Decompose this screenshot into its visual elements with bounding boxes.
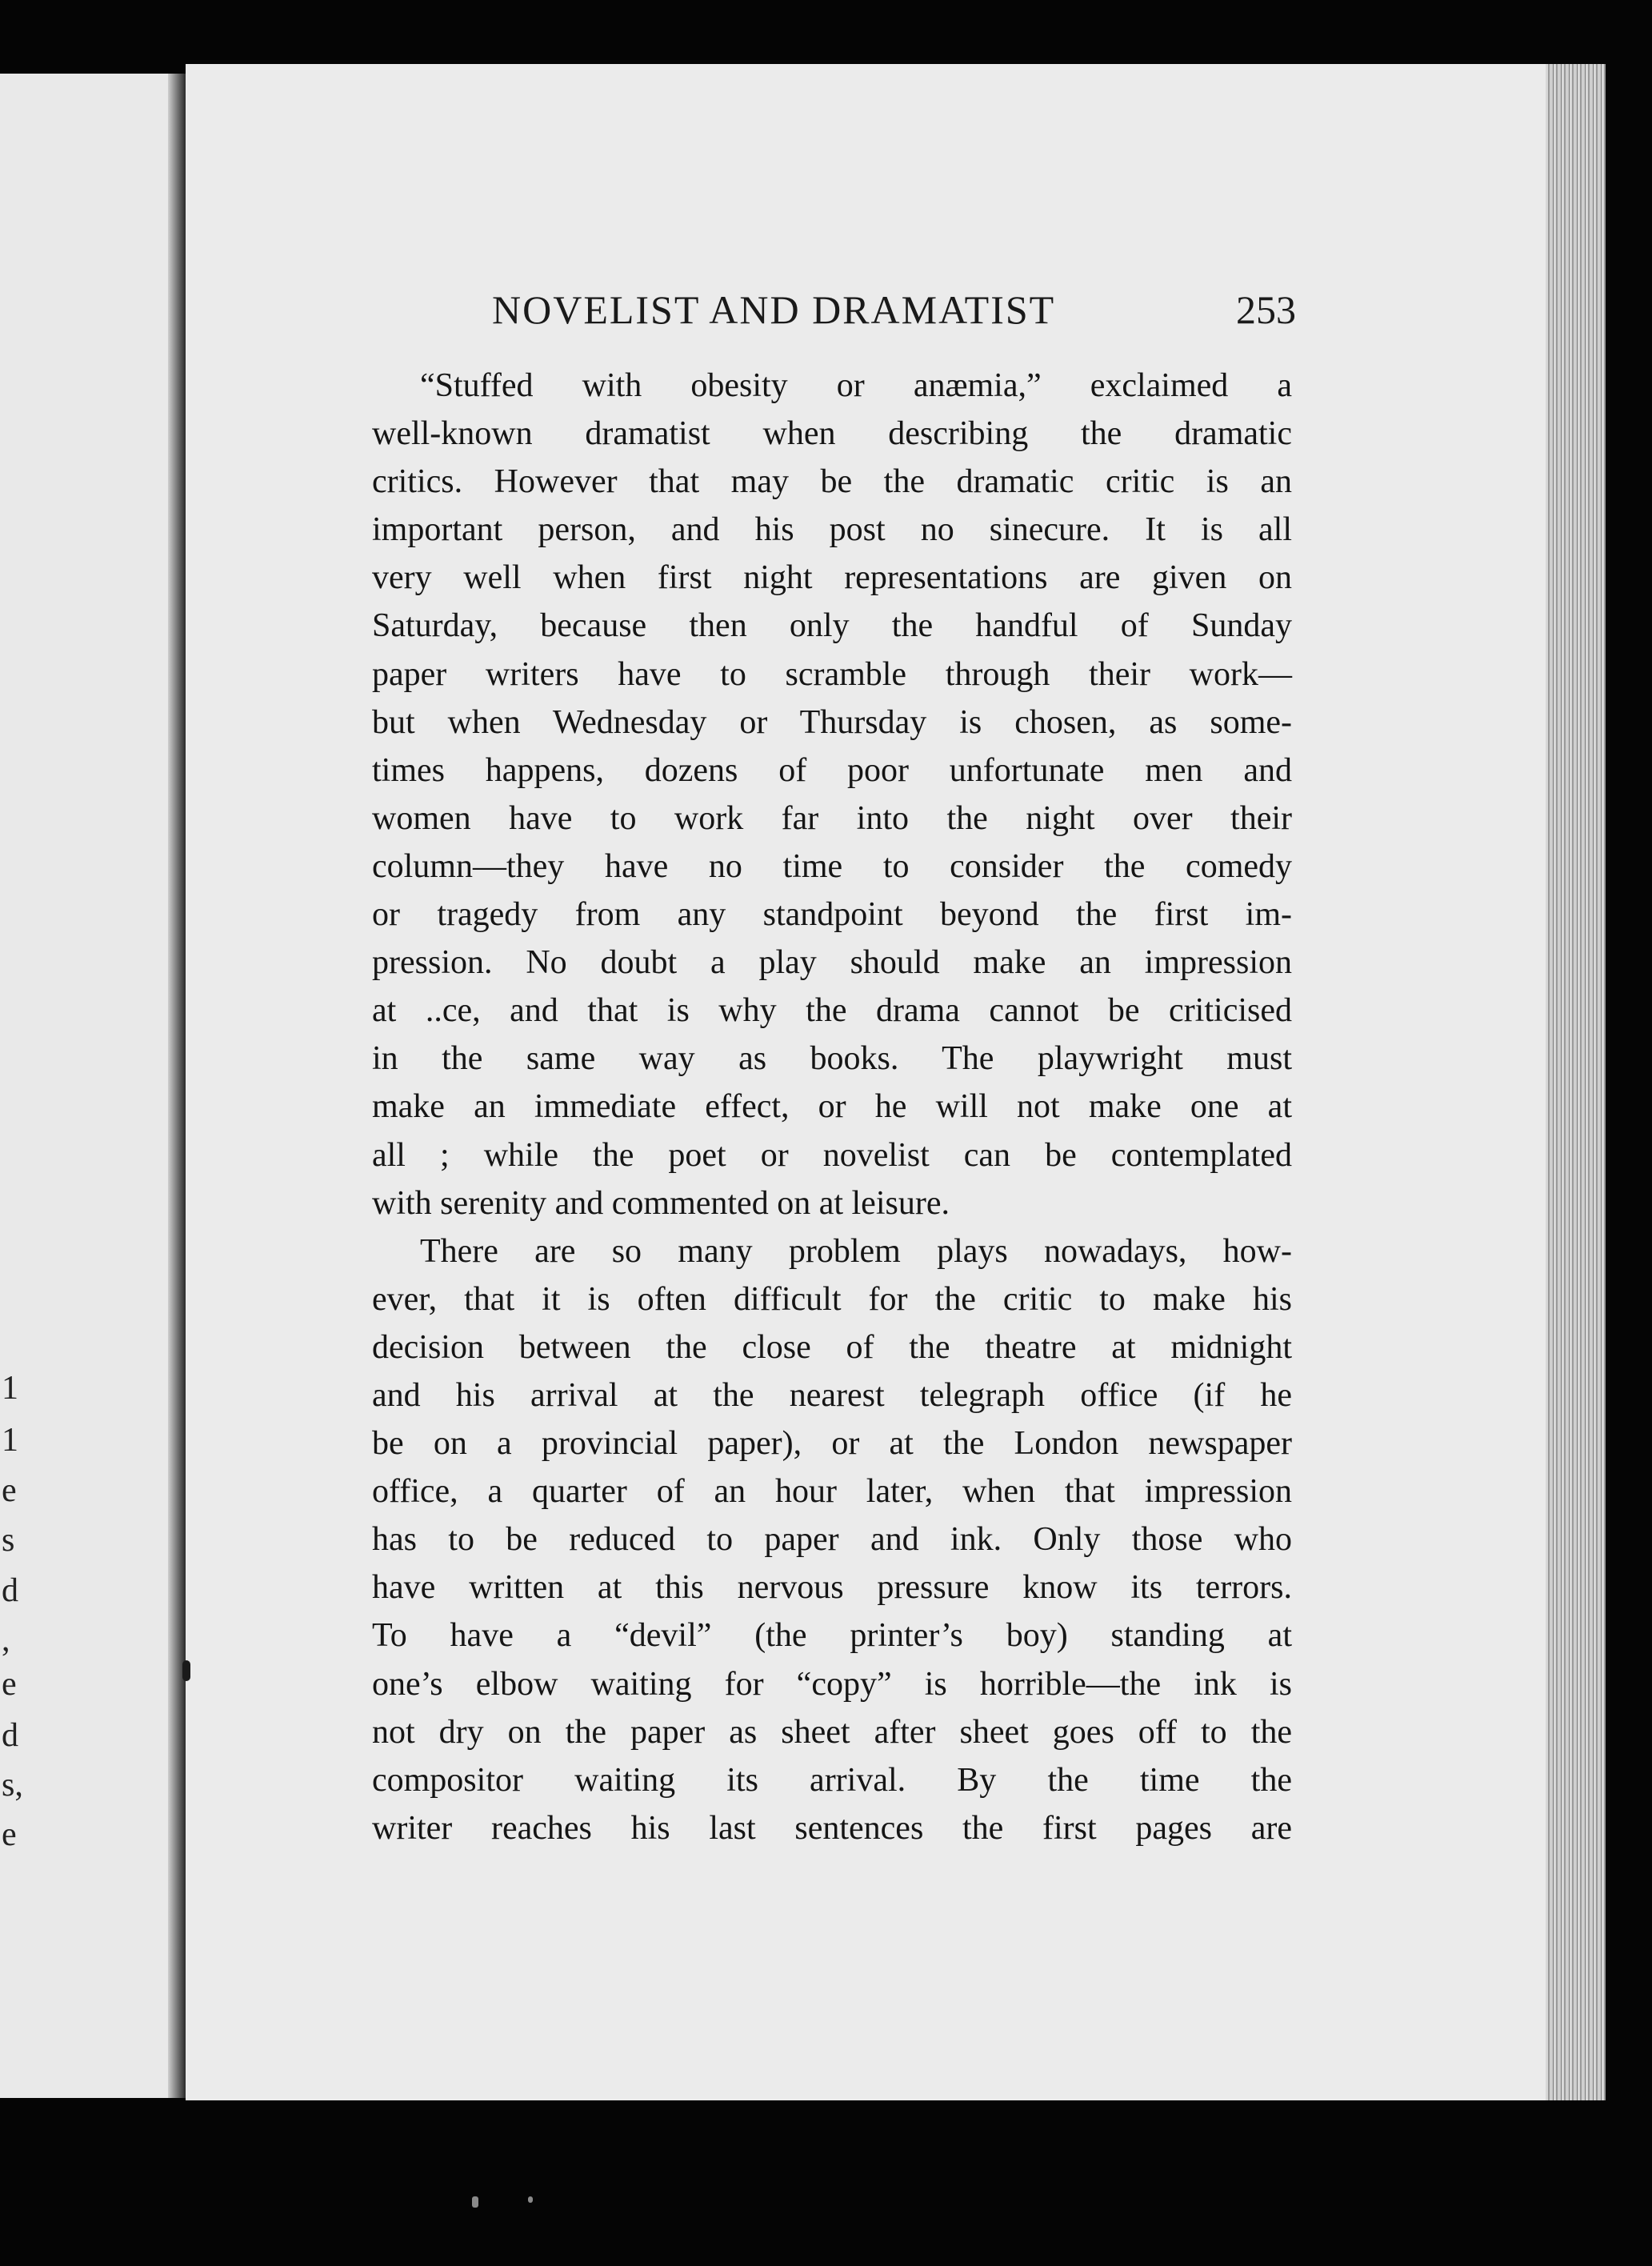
bullet-mark <box>182 1660 190 1681</box>
facing-page-fragment: d <box>2 1572 18 1609</box>
text-line: not dry on the paper as sheet after sheet goes off to the <box>372 1713 1292 1751</box>
facing-page-fragment: d <box>2 1717 18 1754</box>
text-line: one’s elbow waiting for “copy” is horrible—the ink is <box>372 1665 1292 1703</box>
text-line: all ; while the poet or novelist can be contemplated <box>372 1136 1292 1174</box>
text-line: has to be reduced to paper and ink. Only those who <box>372 1521 1292 1559</box>
page-number: 253 <box>1236 287 1296 332</box>
text-line: important person, and his post no sinecure. It is all <box>372 511 1292 549</box>
facing-page-gutter <box>168 74 186 2098</box>
text-line: and his arrival at the nearest telegraph office (if he <box>372 1376 1292 1414</box>
text-line: To have a “devil” (the printer’s boy) standing at <box>372 1617 1292 1655</box>
text-line: “Stuffed with obesity or anæmia,” exclaimed a <box>420 367 1292 404</box>
facing-page-fragment: , <box>2 1622 10 1659</box>
text-line: pression. No doubt a play should make an impression <box>372 944 1292 982</box>
text-line: Saturday, because then only the handful of Sunday <box>372 607 1292 645</box>
running-title: NOVELIST AND DRAMATIST <box>492 287 1056 332</box>
scan-speck <box>528 2196 533 2203</box>
facing-page-fragment: 1 <box>2 1370 18 1407</box>
text-line: but when Wednesday or Thursday is chosen, as some- <box>372 703 1292 741</box>
text-line: very well when first night representations are given on <box>372 559 1292 597</box>
text-line: in the same way as books. The playwright must <box>372 1040 1292 1078</box>
page-header <box>304 278 1296 342</box>
text-line: make an immediate effect, or he will not make one at <box>372 1088 1292 1126</box>
text-line: column—they have no time to consider the comedy <box>372 847 1292 885</box>
text-line: writer reaches his last sentences the first pages are <box>372 1809 1292 1847</box>
facing-page-fragment: e <box>2 1666 17 1703</box>
text-line: ever, that it is often difficult for the critic to make his <box>372 1280 1292 1318</box>
text-line: at ..ce, and that is why the drama cannot be criticised <box>372 992 1292 1030</box>
text-line: be on a provincial paper), or at the London newspaper <box>372 1425 1292 1463</box>
facing-page-fragment: e <box>2 1472 17 1509</box>
text-line: or tragedy from any standpoint beyond the first im- <box>372 896 1292 934</box>
facing-page-fragment: 1 <box>2 1422 18 1459</box>
text-line: women have to work far into the night over their <box>372 799 1292 837</box>
scan-speck <box>472 2196 478 2208</box>
facing-page-fragment: s, <box>2 1767 23 1804</box>
text-line: with serenity and commented on at leisure. <box>372 1184 950 1222</box>
text-line: critics. However that may be the dramatic critic is an <box>372 463 1292 501</box>
text-line: times happens, dozens of poor unfortunate men and <box>372 751 1292 789</box>
page-edge <box>1546 64 1606 2100</box>
text-line: well-known dramatist when describing the dramatic <box>372 415 1292 453</box>
text-line: office, a quarter of an hour later, when that impression <box>372 1473 1292 1511</box>
facing-page <box>0 74 186 2098</box>
facing-page-fragment: s <box>2 1522 15 1559</box>
text-line: decision between the close of the theatre at midnight <box>372 1328 1292 1366</box>
text-line: paper writers have to scramble through their work— <box>372 655 1292 693</box>
text-line: compositor waiting its arrival. By the time the <box>372 1761 1292 1799</box>
body-text <box>372 362 1292 1852</box>
text-line: There are so many problem plays nowadays, how- <box>420 1232 1292 1270</box>
text-line: have written at this nervous pressure know its terrors. <box>372 1569 1292 1607</box>
facing-page-fragment: e <box>2 1816 17 1853</box>
